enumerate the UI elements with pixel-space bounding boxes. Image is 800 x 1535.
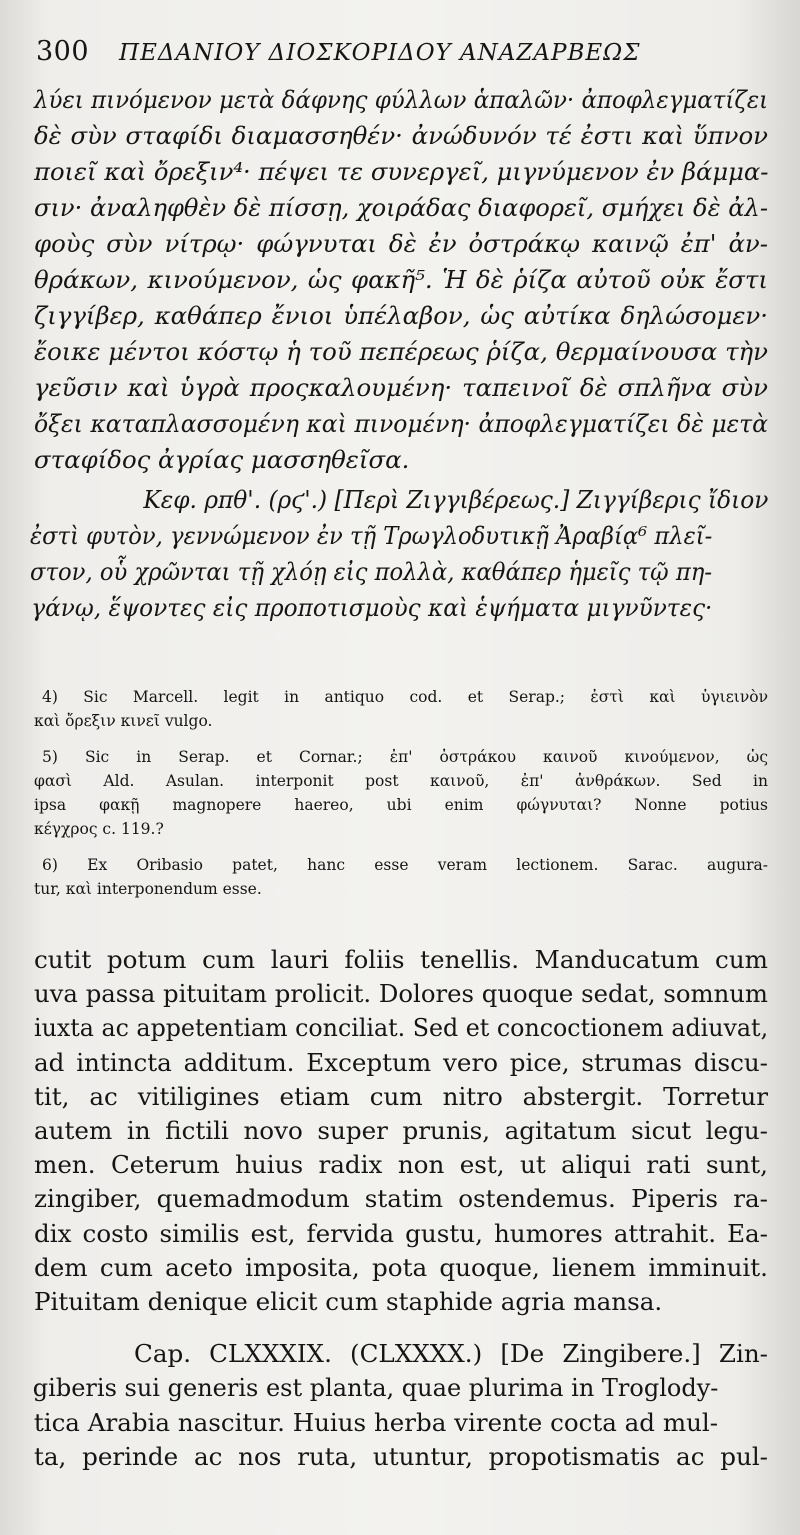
text-line: dix costo similis est, fervida gustu, humores attrahit. Ea-: [34, 1218, 768, 1248]
footnote: [34, 685, 768, 733]
footnote-line: 5) Sic in Serap. et Cornar.; ἐπ' ὀστράκου καινοῦ κινούμενον, ὡς: [42, 748, 768, 766]
text-line: tica Arabia nascitur. Huius herba virente cocta ad mul-: [33, 1407, 719, 1437]
text-line: giberis sui generis est planta, quae plurima in Troglody-: [32, 1373, 719, 1403]
footnote-line: 6) Ex Oribasio patet, hanc esse veram lectionem. Sarac. augura-: [42, 856, 768, 874]
latin-paragraph: [34, 943, 768, 1319]
greek-paragraph: [34, 82, 768, 478]
footnotes: [34, 685, 768, 913]
footnote-line: φασὶ Ald. Asulan. interponit post καινοῦ, ἐπ' ἀνθράκων. Sed in: [34, 772, 768, 790]
text-line: ta, perinde ac nos ruta, utuntur, propotismatis ac pul-: [34, 1441, 768, 1471]
footnote-line: κέγχρος c. 119.?: [34, 820, 164, 838]
greek-chapter-paragraph: [29, 482, 769, 626]
latin-chapter-paragraph: [34, 1337, 768, 1474]
text-line: δὲ σὺν σταφίδι διαμασσηθέν· ἀνώδυνόν τέ ἐστι καὶ ὕπνον: [34, 121, 768, 150]
text-line: cutit potum cum lauri foliis tenellis. Manducatum cum: [34, 945, 768, 974]
text-line: dem cum aceto imposita, pota quoque, lienem imminuit.: [34, 1252, 768, 1282]
footnote-line: καὶ ὄρεξιν κινεῖ vulgo.: [34, 712, 213, 730]
footnote: [34, 745, 768, 841]
text-line: ἐστὶ φυτὸν, γεννώμενον ἐν τῇ Τρωγλοδυτικῇ Ἀραβίᾳ⁶ πλεῖ-: [29, 521, 713, 550]
text-line: γάνῳ, ἕψοντες εἰς προποτισμοὺς καὶ ἑψήματα μιγνῦντες·: [31, 593, 713, 622]
chapter-heading-line: Κεφ. ρπθ'. (ρϛ'.) [Περὶ Ζιγγιβέρεως.] Ζιγγίβερις ἴδιον: [143, 485, 769, 514]
text-line: ὄξει καταπλασσομένη καὶ πινομένη· ἀποφλεγματίζει δὲ μετὰ: [34, 409, 769, 438]
text-line: φοὺς σὺν νίτρῳ· φώγνυται δὲ ἐν ὀστράκῳ καινῷ ἐπ' ἀν-: [34, 229, 768, 258]
text-line: ad intincta additum. Exceptum vero pice, strumas discu-: [34, 1047, 768, 1077]
page-number: 300: [36, 36, 90, 67]
text-line: ποιεῖ καὶ ὄρεξιν⁴· πέψει τε συνεργεῖ, μιγνύμενον ἐν βάμμα-: [34, 157, 769, 186]
text-line: ζιγγίβερ, καθάπερ ἔνιοι ὑπέλαβον, ὡς αὐτίκα δηλώσομεν·: [34, 301, 768, 330]
text-line: λύει πινόμενον μετὰ δάφνης φύλλων ἁπαλῶν· ἀποφλεγματίζει: [34, 85, 769, 114]
text-line: σιν· ἀναληφθὲν δὲ πίσσῃ, χοιράδας διαφορεῖ, σμήχει δὲ ἀλ-: [34, 193, 768, 222]
footnote-line: 4) Sic Marcell. legit in antiquo cod. et Serap.; ἐστὶ καὶ ὑγιεινὸν: [42, 688, 768, 706]
text-line: σταφίδος ἀγρίας μασσηθεῖσα.: [34, 445, 410, 474]
text-line: tit, ac vitiligines etiam cum nitro abstergit. Torretur: [34, 1081, 768, 1111]
text-line: ἔοικε μέντοι κόστῳ ἡ τοῦ πεπέρεως ῥίζα, θερμαίνουσα τὴν: [34, 337, 768, 366]
running-head: ΠΕΔΑΝΙΟΥ ΔΙΟΣΚΟΡΙΔΟΥ ΑΝΑΖΑΡΒΕΩΣ: [119, 40, 641, 66]
text-line: men. Ceterum huius radix non est, ut aliqui rati sunt,: [34, 1150, 768, 1180]
text-line: γεῦσιν καὶ ὑγρὰ προςκαλουμένη· ταπεινοῖ δὲ σπλῆνα σὺν: [34, 373, 768, 402]
text-line: Pituitam denique elicit cum staphide agria mansa.: [34, 1287, 663, 1317]
chapter-heading-line: Cap. CLXXXIX. (CLXXXX.) [De Zingibere.] Zin-: [134, 1339, 768, 1369]
greek-text: [29, 82, 769, 626]
page-header: [36, 36, 760, 76]
footnote-line: ipsa φακῇ magnopere haereo, ubi enim φώγνυται? Nonne potius: [34, 796, 768, 814]
text-line: στον, οὗ χρῶνται τῇ χλόῃ εἰς πολλὰ, καθάπερ ἡμεῖς τῷ πη-: [30, 557, 712, 586]
text-line: autem in fictili novo super prunis, agitatum sicut legu-: [34, 1116, 768, 1146]
latin-text: [34, 943, 768, 1474]
text-line: zingiber, quemadmodum statim ostendemus. Piperis ra-: [34, 1184, 768, 1214]
footnote: [34, 853, 768, 901]
text-line: iuxta ac appetentiam conciliat. Sed et concoctionem adiuvat,: [34, 1013, 769, 1043]
footnote-line: tur, καὶ interponendum esse.: [34, 880, 262, 898]
text-line: θράκων, κινούμενον, ὡς φακῆ⁵. Ἡ δὲ ῥίζα αὐτοῦ οὐκ ἔστι: [34, 265, 768, 294]
text-line: uva passa pituitam prolicit. Dolores quoque sedat, somnum: [34, 979, 768, 1009]
